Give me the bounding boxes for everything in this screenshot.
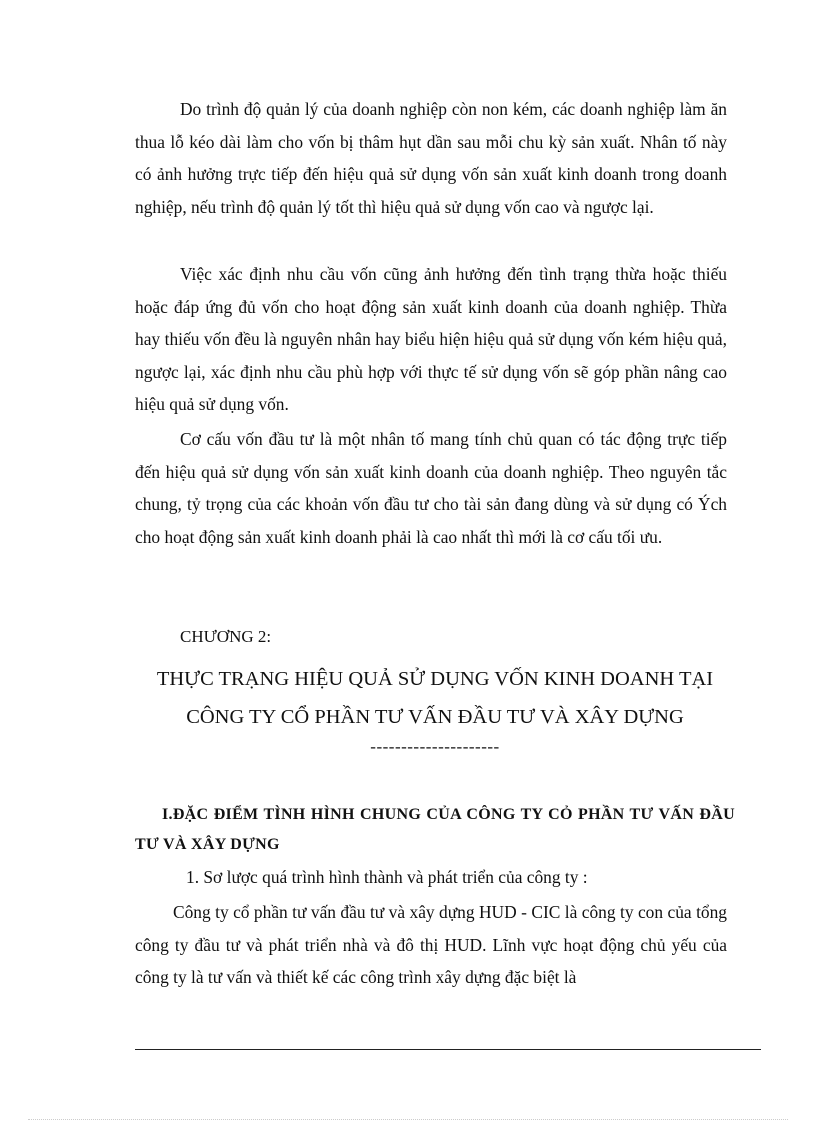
page-bottom-border <box>28 1119 788 1120</box>
subsection-heading: 1. Sơ lược quá trình hình thành và phát triển của công ty : <box>186 867 588 887</box>
paragraph-capital-needs: Việc xác định nhu cầu vốn cũng ảnh hưởng đến tình trạng thừa hoặc thiếu hoặc đáp ứng đủ vốn cho hoạt động sản xuất kinh doanh của doanh nghiệp. Thừa hay thiếu vốn đều là nguyên nhân hay biểu hiện hiệu quả sử dụng vốn kém hiệu quả, ngược lại, xác định nhu cầu phù hợp với thực tế sử dụng vốn sẽ góp phần nâng cao hiệu quả sử dụng vốn. <box>135 264 727 415</box>
footer-rule <box>135 1049 761 1050</box>
chapter-title <box>120 660 750 736</box>
section-heading: I.ĐẶC ĐIỂM TÌNH HÌNH CHUNG CỦA CÔNG TY CỎ PHẦN TƯ VẤN ĐẦU TƯ VÀ XÂY DỰNG <box>135 806 735 853</box>
chapter-title-line-2: CÔNG TY CỔ PHẦN TƯ VẤN ĐẦU TƯ VÀ XÂY DỰNG <box>186 706 684 728</box>
chapter-title-line-1: THỰC TRẠNG HIỆU QUẢ SỬ DỤNG VỐN KINH DOANH TẠI <box>156 668 714 690</box>
chapter-separator: --------------------- <box>370 737 500 756</box>
paragraph-company-intro: Công ty cổ phần tư vấn đầu tư và xây dựng HUD - CIC là công ty con của tổng công ty đầu tư và phát triển nhà và đô thị HUD. Lĩnh vực hoạt động chủ yếu của công ty là tư vấn và thiết kế các công trình xây dựng đặc biệt là <box>135 902 727 988</box>
paragraph-management-capacity: Do trình độ quản lý của doanh nghiệp còn non kém, các doanh nghiệp làm ăn thua lỗ kéo dài làm cho vốn bị thâm hụt dần sau mỗi chu kỳ sản xuất. Nhân tố này có ảnh hưởng trực tiếp đến hiệu quả sử dụng vốn sản xuất kinh doanh trong doanh nghiệp, nếu trình độ quản lý tốt thì hiệu quả sử dụng vốn cao và ngược lại. <box>135 99 727 217</box>
chapter-label: CHƯƠNG 2: <box>180 627 272 646</box>
paragraph-capital-structure: Cơ cấu vốn đầu tư là một nhân tố mang tính chủ quan có tác động trực tiếp đến hiệu quả sử dụng vốn sản xuất kinh doanh của doanh nghiệp. Theo nguyên tắc chung, tỷ trọng của các khoản vốn đầu tư cho tài sản đang dùng và sử dụng có Ých cho hoạt động sản xuất kinh doanh phải là cao nhất thì mới là cơ cấu tối ưu. <box>135 429 727 547</box>
